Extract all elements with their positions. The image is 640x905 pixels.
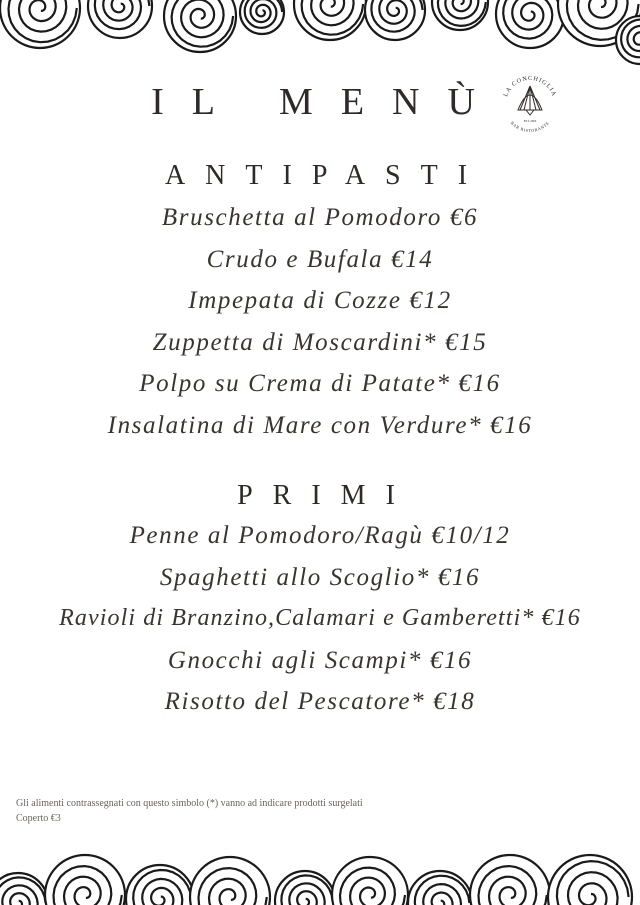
menu-item: Impepata di Cozze €12 bbox=[188, 287, 452, 315]
menu-item: Ravioli di Branzino,Calamari e Gamberetti* €16 bbox=[59, 605, 581, 632]
menu-title: IL MENÙ bbox=[151, 81, 503, 123]
wave-swirl bbox=[164, 0, 236, 52]
wave-swirl bbox=[45, 855, 125, 905]
menu-item: Insalatina di Mare con Verdure* €16 bbox=[107, 411, 533, 439]
cover-charge: Coperto €3 bbox=[16, 813, 61, 824]
primi-list bbox=[0, 515, 640, 723]
wave-swirl bbox=[470, 855, 550, 905]
wave-swirl bbox=[190, 857, 270, 905]
section-title-primi: PRIMI bbox=[237, 480, 415, 511]
shell-icon bbox=[518, 86, 542, 115]
footnote bbox=[16, 796, 363, 826]
bottom-wave-border bbox=[0, 825, 640, 905]
wave-swirl bbox=[88, 0, 152, 38]
logo-name: LA CONCHIGLIA bbox=[502, 74, 558, 98]
antipasti-list bbox=[0, 197, 640, 447]
top-wave-border bbox=[0, 0, 640, 80]
menu-item: Crudo e Bufala €14 bbox=[206, 245, 434, 273]
logo-est: EST. 2000 bbox=[523, 119, 537, 123]
menu-item: Penne al Pomodoro/Ragù €10/12 bbox=[129, 522, 511, 549]
menu-item: Risotto del Pescatore* €18 bbox=[164, 688, 476, 716]
menu-item: Gnocchi agli Scampi* €16 bbox=[167, 646, 473, 674]
shell-logo bbox=[496, 70, 564, 138]
logo-tagline: BAR RISTORANTE bbox=[509, 120, 551, 134]
menu-item: Bruschetta al Pomodoro €6 bbox=[161, 204, 479, 231]
menu-item: Zuppetta di Moscardini* €15 bbox=[152, 328, 488, 356]
frozen-note: Gli alimenti contrassegnati con questo simbolo (*) vanno ad indicare prodotti surgelati bbox=[16, 798, 363, 809]
section-title-antipasti: ANTIPASTI bbox=[164, 160, 488, 191]
menu-item: Spaghetti allo Scoglio* €16 bbox=[159, 563, 481, 591]
menu-item: Polpo su Crema di Patate* €16 bbox=[139, 370, 501, 398]
